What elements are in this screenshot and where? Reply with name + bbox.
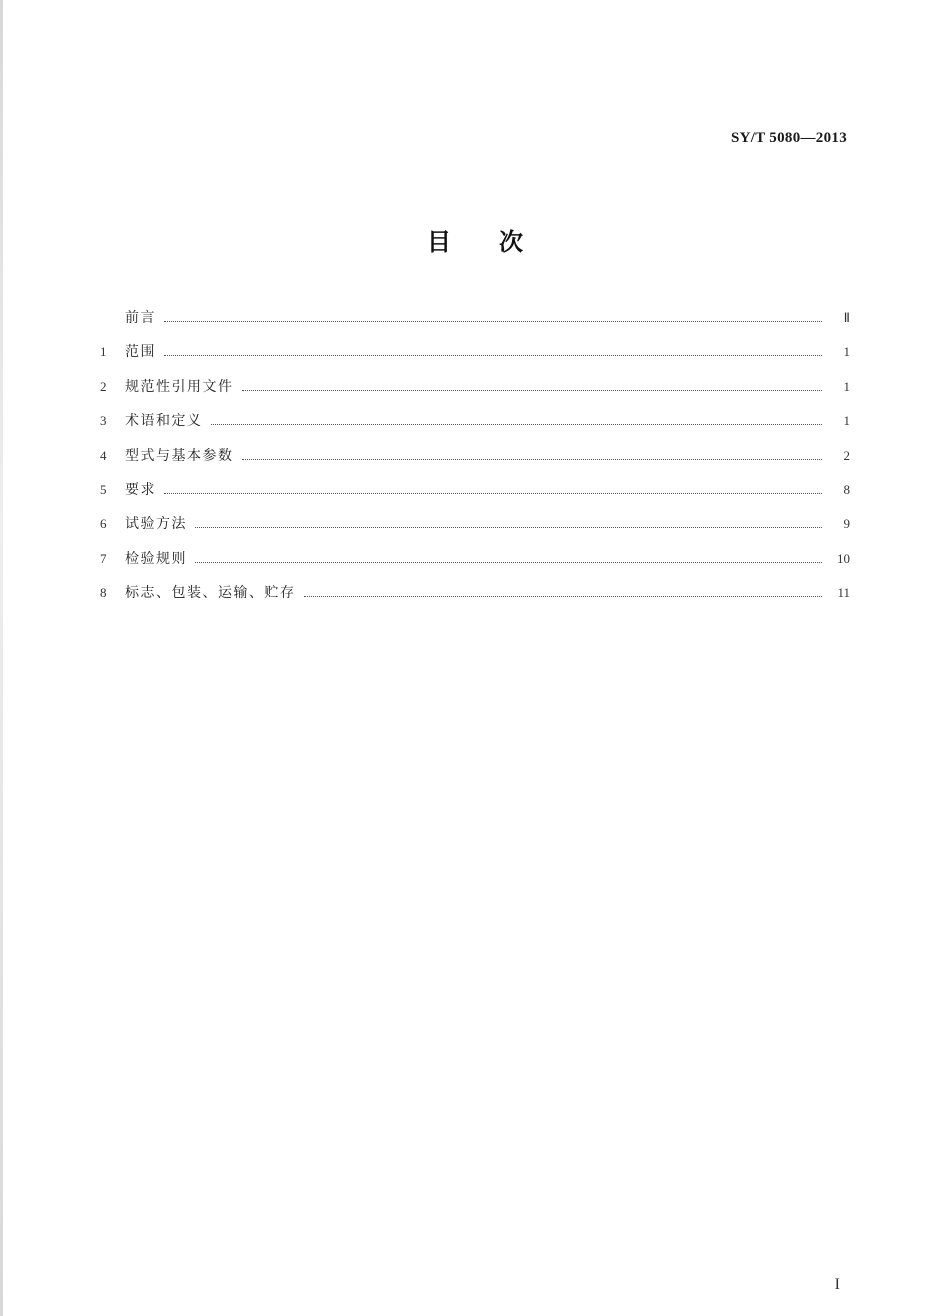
toc-entry-marking-packaging[interactable] bbox=[100, 582, 850, 616]
toc-entry-requirements[interactable] bbox=[100, 479, 850, 513]
toc-label: 试验方法 bbox=[125, 516, 187, 533]
toc-leader bbox=[304, 596, 823, 597]
toc-number: 1 bbox=[100, 344, 107, 360]
toc-page-number: 1 bbox=[843, 378, 850, 394]
toc-entry-inspection-rules[interactable] bbox=[100, 548, 850, 582]
toc-page-number: 1 bbox=[843, 413, 850, 429]
toc-label: 前言 bbox=[125, 310, 156, 326]
toc-page-number: 1 bbox=[843, 344, 850, 360]
toc-label: 规范性引用文件 bbox=[125, 378, 234, 395]
toc-number: 3 bbox=[100, 413, 107, 429]
toc-leader bbox=[164, 321, 822, 322]
toc-label: 型式与基本参数 bbox=[125, 447, 234, 464]
toc-page-number: 11 bbox=[837, 585, 850, 601]
toc-page-number: 10 bbox=[837, 550, 850, 566]
toc-label: 要求 bbox=[125, 481, 156, 498]
toc-number: 4 bbox=[100, 447, 107, 463]
toc-label: 术语和定义 bbox=[125, 413, 203, 430]
toc-leader bbox=[242, 459, 823, 460]
toc-page-number: Ⅱ bbox=[843, 310, 850, 325]
toc-leader bbox=[195, 562, 822, 563]
toc-entry-test-methods[interactable] bbox=[100, 513, 850, 547]
toc-number: 8 bbox=[100, 585, 107, 601]
toc-number: 6 bbox=[100, 516, 107, 532]
toc-page-number: 9 bbox=[843, 516, 850, 532]
toc-leader bbox=[195, 527, 822, 528]
toc-entry-foreword[interactable] bbox=[100, 307, 850, 341]
page-number: I bbox=[834, 1276, 840, 1293]
toc-label: 检验规则 bbox=[125, 550, 187, 567]
toc-leader bbox=[211, 424, 823, 425]
toc-entry-types-parameters[interactable] bbox=[100, 445, 850, 479]
toc-number: 5 bbox=[100, 481, 107, 497]
toc-entry-terms-definitions[interactable] bbox=[100, 410, 850, 444]
toc-number: 7 bbox=[100, 550, 107, 566]
toc-label: 范围 bbox=[125, 344, 156, 361]
toc-label: 标志、包装、运输、贮存 bbox=[125, 585, 296, 602]
toc-leader bbox=[242, 390, 823, 391]
standard-code: SY/T 5080—2013 bbox=[730, 130, 847, 146]
toc-leader bbox=[164, 493, 822, 494]
toc-leader bbox=[164, 355, 822, 356]
toc-number: 2 bbox=[100, 378, 107, 394]
toc-entry-scope[interactable] bbox=[100, 341, 850, 375]
toc-page-number: 8 bbox=[843, 481, 850, 497]
scan-edge bbox=[0, 0, 3, 1316]
toc-title: 目次 bbox=[427, 228, 571, 256]
toc-page-number: 2 bbox=[843, 447, 850, 463]
table-of-contents bbox=[100, 307, 850, 617]
toc-entry-normative-references[interactable] bbox=[100, 376, 850, 410]
